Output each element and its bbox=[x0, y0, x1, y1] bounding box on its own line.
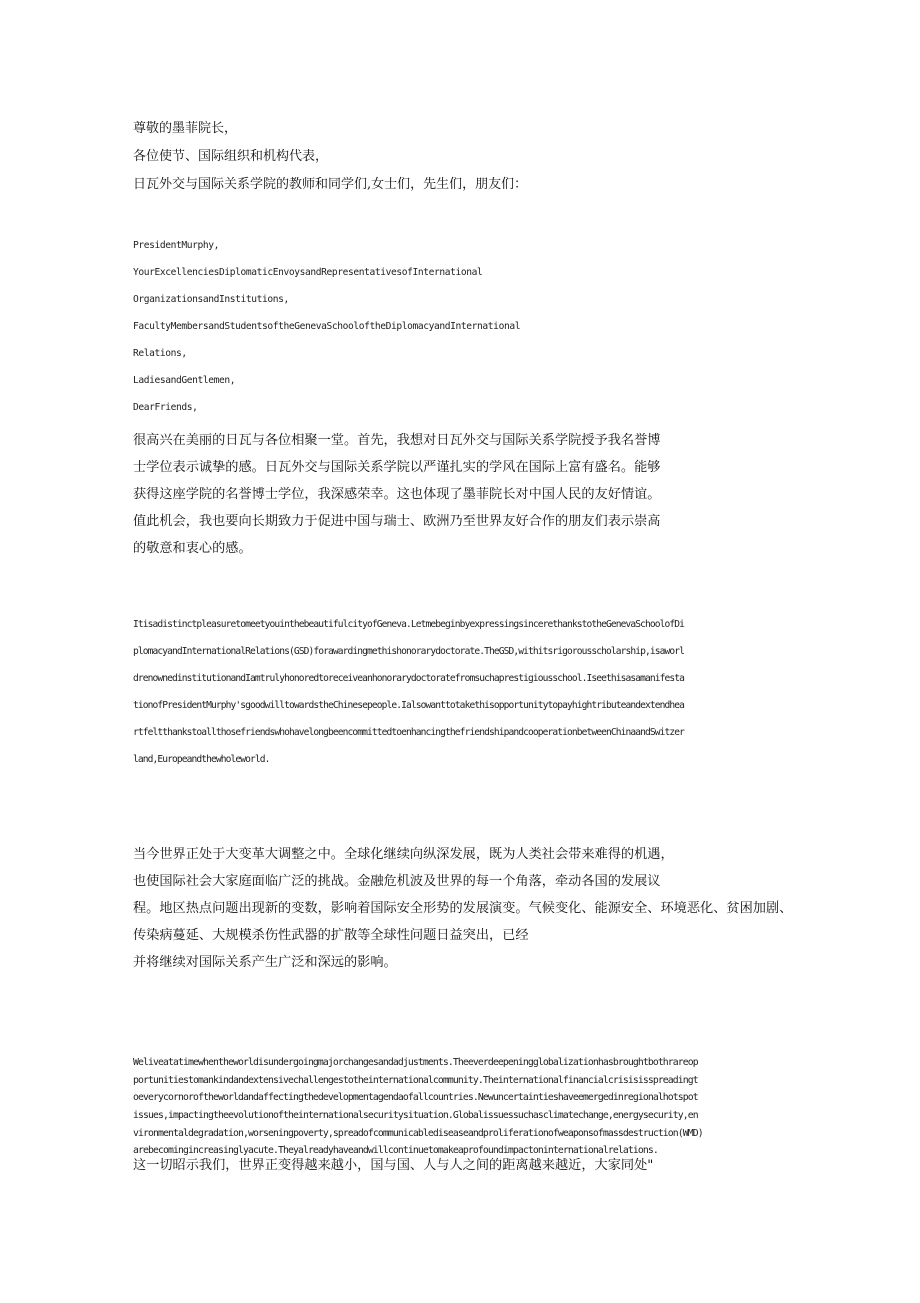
text-line: 并将继续对国际关系产生广泛和深远的影响。 bbox=[133, 955, 397, 970]
text-line: Weliveatatimewhentheworldisundergoingmajorchangesandadjustments.Theeverdeepeningglobalizationhasbroughtbothrareop bbox=[133, 1057, 698, 1068]
text-line: DearFriends, bbox=[133, 402, 198, 413]
text-line: drenownedinstitutionandIamtrulyhonoredtoreceiveanhonorarydoctoratefromsuchaprestigiousschool.Iseethisasamanifesta bbox=[133, 673, 684, 684]
text-line: 各位使节、国际组织和机构代表， bbox=[133, 149, 329, 164]
text-line: 当今世界正处于大变革大调整之中。全球化继续向纵深发展，既为人类社会带来难得的机遇， bbox=[133, 847, 674, 862]
paragraph-2-english bbox=[133, 1056, 703, 1162]
text-line: Relations, bbox=[133, 348, 187, 359]
text-line: YourExcellenciesDiplomaticEnvoysandRepresentativesofInternational bbox=[133, 267, 483, 278]
paragraph-1-chinese bbox=[133, 432, 661, 567]
text-line: FacultyMembersandStudentsoftheGenevaSchooloftheDiplomacyandInternational bbox=[133, 321, 521, 332]
text-line: 日瓦外交与国际关系学院的教师和同学们,女士们，先生们，朋友们： bbox=[133, 177, 528, 192]
text-line: PresidentMurphy, bbox=[133, 240, 220, 251]
paragraph-1-english bbox=[133, 617, 684, 779]
text-line: 这一切昭示我们，世界正变得越来越小，国与国、人与人之间的距离越来越近，大家同处" bbox=[133, 1158, 654, 1173]
salutation-english bbox=[133, 238, 520, 427]
text-line: ItisadistinctpleasuretomeetyouinthebeautifulcityofGeneva.LetmebeginbyexpressingsincerethankstotheGenevaSchoolofDi bbox=[133, 619, 684, 630]
text-line: 士学位表示诚挚的感。日瓦外交与国际关系学院以严谨扎实的学风在国际上富有盛名。能够 bbox=[133, 460, 661, 475]
salutation-chinese bbox=[133, 120, 527, 204]
text-line: portunitiestomankindandextensivechallengestotheinternationalcommunity.Theinternationalfinancialcrisisisspreadingt bbox=[133, 1074, 698, 1086]
text-line: tionofPresidentMurphy'sgoodwilltowardstheChinesepeople.Ialsowanttotakethisopportunitytopayhightributeandextendhea bbox=[133, 700, 684, 711]
text-line: land,Europeandthewholeworld. bbox=[133, 754, 270, 765]
text-line: 值此机会，我也要向长期致力于促进中国与瑞士、欧洲乃至世界友好合作的朋友们表示崇高 bbox=[133, 514, 661, 529]
text-line: OrganizationsandInstitutions, bbox=[133, 294, 289, 305]
text-line: 的敬意和衷心的感。 bbox=[133, 541, 252, 556]
text-line: vironmentaldegradation,worseningpoverty,spreadofcommunicablediseaseandproliferationofweaponsofmassdestruction(WMD) bbox=[133, 1127, 703, 1139]
text-line: LadiesandGentlemen, bbox=[133, 375, 236, 386]
text-line: 很高兴在美丽的日瓦与各位相聚一堂。首先，我想对日瓦外交与国际关系学院授予我名誉博 bbox=[133, 433, 661, 448]
text-line: arebecomingincreasinglyacute.Theyalreadyhaveandwillcontinuetomakeaprofoundimpactoninternationalrelations. bbox=[133, 1145, 658, 1157]
text-line: rtfeltthankstoallthosefriendswhohavelongbeencommittedtoenhancingthefriendshipandcooperationbetweenChinaandSwitzer bbox=[133, 727, 684, 738]
text-line: 也使国际社会大家庭面临广泛的挑战。金融危机波及世界的每一个角落，牵动各国的发展议 bbox=[133, 874, 661, 889]
text-line: 尊敬的墨菲院长， bbox=[133, 121, 238, 136]
text-line: issues,impactingtheevolutionoftheinternationalsecuritysituation.Globalissuessuchasclimatechange,energysecurity,en bbox=[133, 1110, 698, 1122]
text-line: 获得这座学院的名誉博士学位，我深感荣幸。这也体现了墨菲院长对中国人民的友好情谊。 bbox=[133, 487, 661, 502]
text-line: 传染病蔓延、大规模杀伤性武器的扩散等全球性问题日益突出，已经 bbox=[133, 928, 529, 943]
text-line: plomacyandInternationalRelations(GSD)forawardingmethishonorarydoctorate.TheGSD,withitsrigorousscholarship,isaworl bbox=[133, 646, 684, 657]
paragraph-2-chinese bbox=[133, 846, 792, 981]
paragraph-3-chinese bbox=[133, 1157, 653, 1175]
text-line: 程。地区热点问题出现新的变数，影响着国际安全形势的发展演变。气候变化、能源安全、环境恶化、贫困加剧、 bbox=[133, 901, 793, 916]
text-line: oeverycornoroftheworldandaffectingthedevelopmentagendaofallcountries.Newuncertaintieshaveemergedinregionalhotspot bbox=[133, 1092, 698, 1104]
